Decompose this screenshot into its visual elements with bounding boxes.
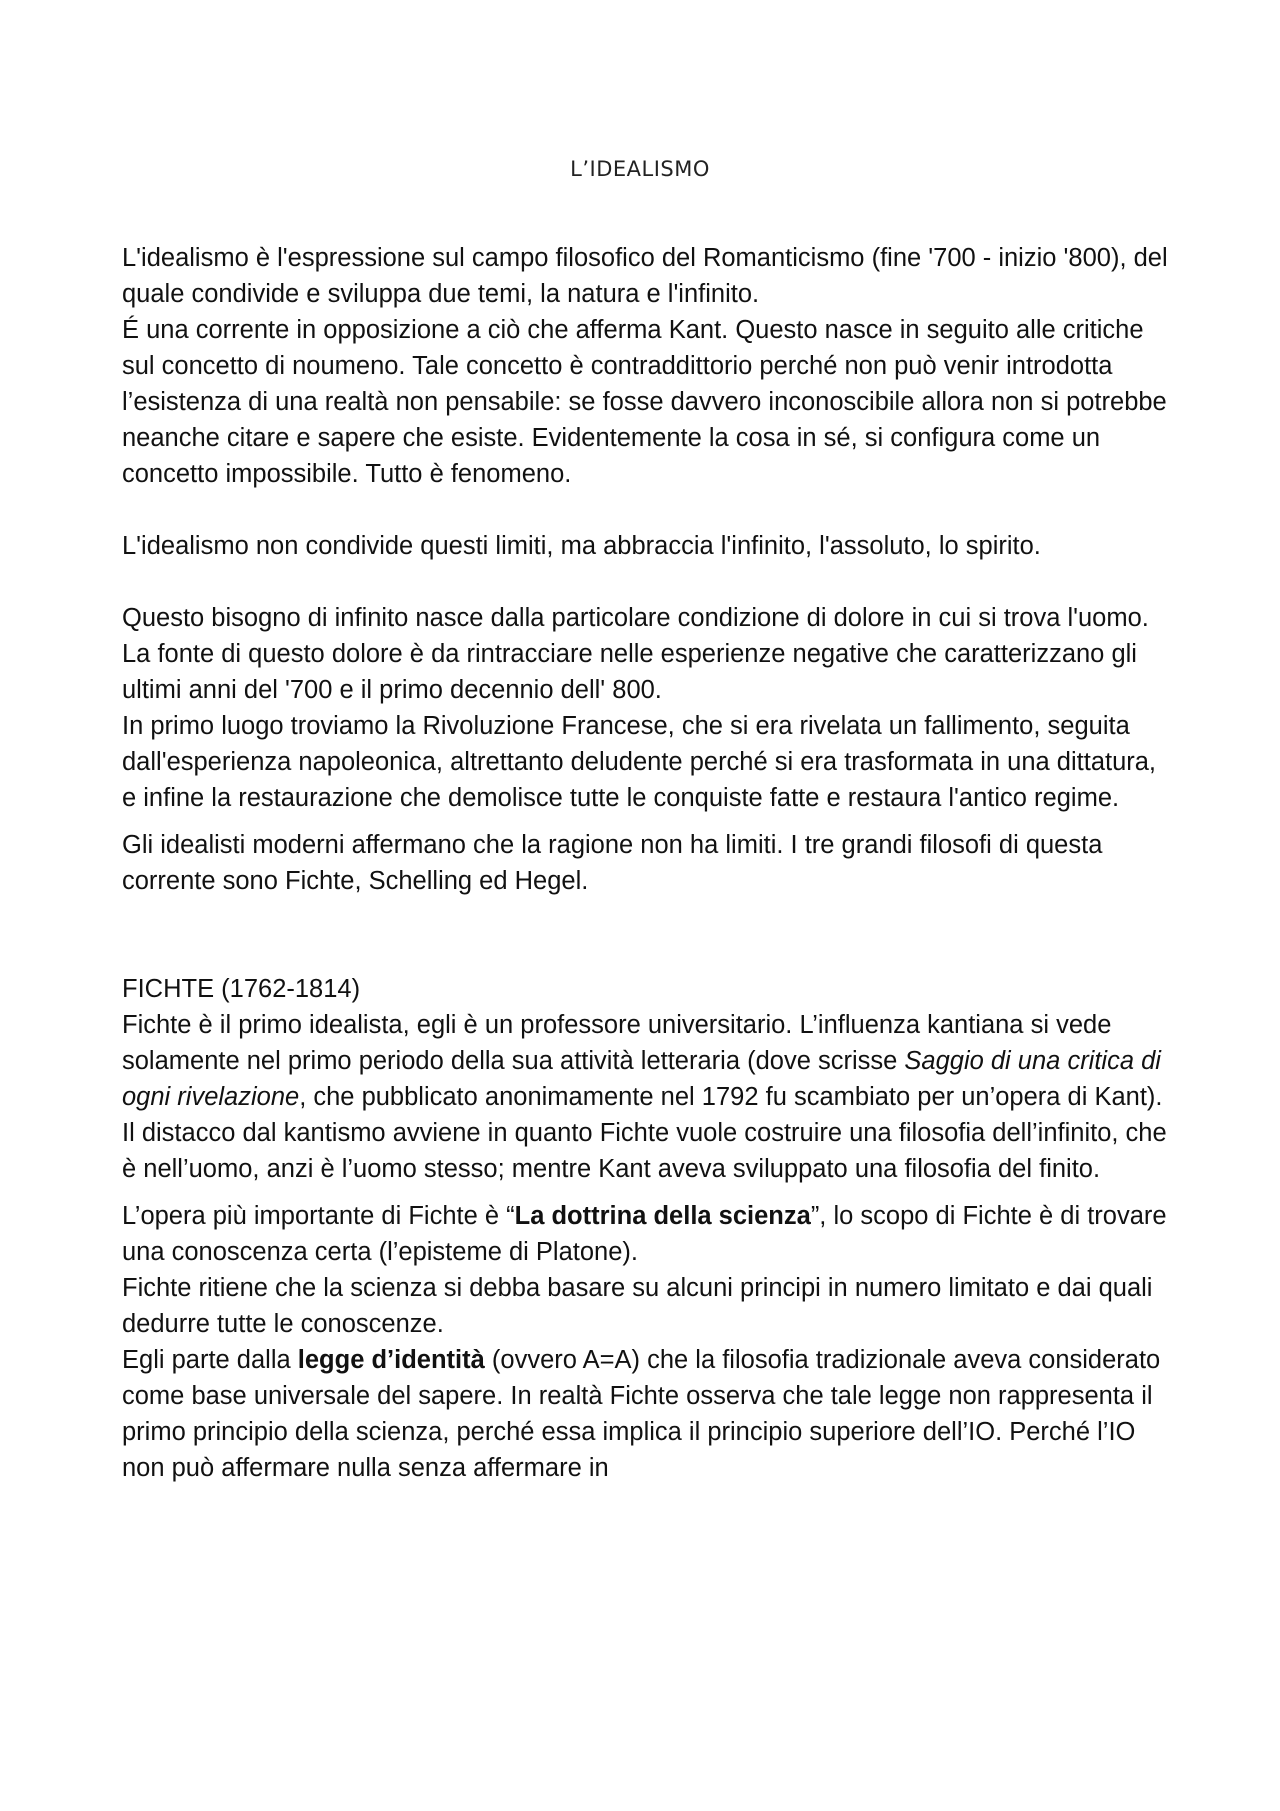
fichte-p4-text-a: Egli parte dalla bbox=[122, 1346, 298, 1374]
section-spacer bbox=[122, 899, 1172, 971]
fichte-heading: FICHTE (1762-1814) bbox=[122, 975, 361, 1003]
fichte-p4-text-b: (ovvero A=A) che la filosofia tradizionale aveva considerato come base universale del sapere. In realtà Fichte osserva che tale legge non rappresenta il primo principio della scienza, perché essa implica il principio superiore dell’IO. Perché l’IO non può affermare nulla senza affermare in bbox=[122, 1346, 1161, 1482]
intro-paragraph-6: In primo luogo troviamo la Rivoluzione Francese, che si era rivelata un fallimento, seguita dall'esperienza napoleonica, altrettanto deludente perché si era trasformata in una dittatura, e infine la restaurazione che demolisce tutte le conquiste fatte e restaura l'antico regime. bbox=[122, 712, 1157, 812]
document-body bbox=[122, 240, 1172, 1486]
intro-paragraph-3: L'idealismo non condivide questi limiti, ma abbraccia l'infinito, l'assoluto, lo spirito. bbox=[122, 532, 1041, 560]
fichte-paragraph-1 bbox=[122, 1007, 1172, 1187]
paragraph-spacer bbox=[122, 492, 1172, 528]
intro-paragraph-4: Questo bisogno di infinito nasce dalla particolare condizione di dolore in cui si trova l'uomo. bbox=[122, 604, 1149, 632]
fichte-paragraph-4 bbox=[122, 1342, 1172, 1486]
intro-paragraph-5: La fonte di questo dolore è da rintracciare nelle esperienze negative che caratterizzano gli ultimi anni del '700 e il primo decennio dell' 800. bbox=[122, 640, 1137, 704]
fichte-p2-text-b: ”, lo scopo di Fichte è di trovare una conoscenza certa (l’episteme di Platone). bbox=[122, 1202, 1167, 1266]
fichte-paragraph-3: Fichte ritiene che la scienza si debba basare su alcuni principi in numero limitato e dai quali dedurre tutte le conoscenze. bbox=[122, 1274, 1153, 1338]
paragraph-spacer bbox=[122, 564, 1172, 600]
paragraph-spacer bbox=[122, 1187, 1172, 1198]
intro-paragraph-7: Gli idealisti moderni affermano che la ragione non ha limiti. I tre grandi filosofi di questa corrente sono Fichte, Schelling ed Hegel. bbox=[122, 831, 1103, 895]
page-title: L’IDEALISMO bbox=[570, 157, 710, 181]
intro-paragraph-2: É una corrente in opposizione a ciò che afferma Kant. Questo nasce in seguito alle critiche sul concetto di noumeno. Tale concetto è contraddittorio perché non può venir introdotta l’esistenza di una realtà non pensabile: se fosse davvero inconoscibile allora non si potrebbe neanche citare e sapere che esiste. Evidentemente la cosa in sé, si configura come un concetto impossibile. Tutto è fenomeno. bbox=[122, 316, 1167, 488]
term-legge-identita: legge d’identità bbox=[297, 1346, 485, 1374]
work-title-saggio: Saggio di una critica di ogni rivelazione bbox=[122, 1047, 1161, 1111]
fichte-p1-text-b: , che pubblicato anonimamente nel 1792 fu scambiato per un’opera di Kant). Il distacco dal kantismo avviene in quanto Fichte vuole costruire una filosofia dell’infinito, che è nell’uomo, anzi è l’uomo stesso; mentre Kant aveva sviluppato una filosofia del finito. bbox=[122, 1083, 1167, 1183]
paragraph-spacer bbox=[122, 816, 1172, 827]
fichte-p2-text-a: L’opera più importante di Fichte è “ bbox=[122, 1202, 515, 1230]
work-title-dottrina: La dottrina della scienza bbox=[514, 1202, 811, 1230]
fichte-p1-text-a: Fichte è il primo idealista, egli è un professore universitario. L’influenza kantiana si vede solamente nel primo periodo della sua attività letteraria (dove scrisse bbox=[122, 1011, 1112, 1075]
fichte-paragraph-2 bbox=[122, 1198, 1172, 1270]
intro-paragraph-1: L'idealismo è l'espressione sul campo filosofico del Romanticismo (fine '700 - inizio '800), del quale condivide e sviluppa due temi, la natura e l'infinito. bbox=[122, 244, 1168, 308]
